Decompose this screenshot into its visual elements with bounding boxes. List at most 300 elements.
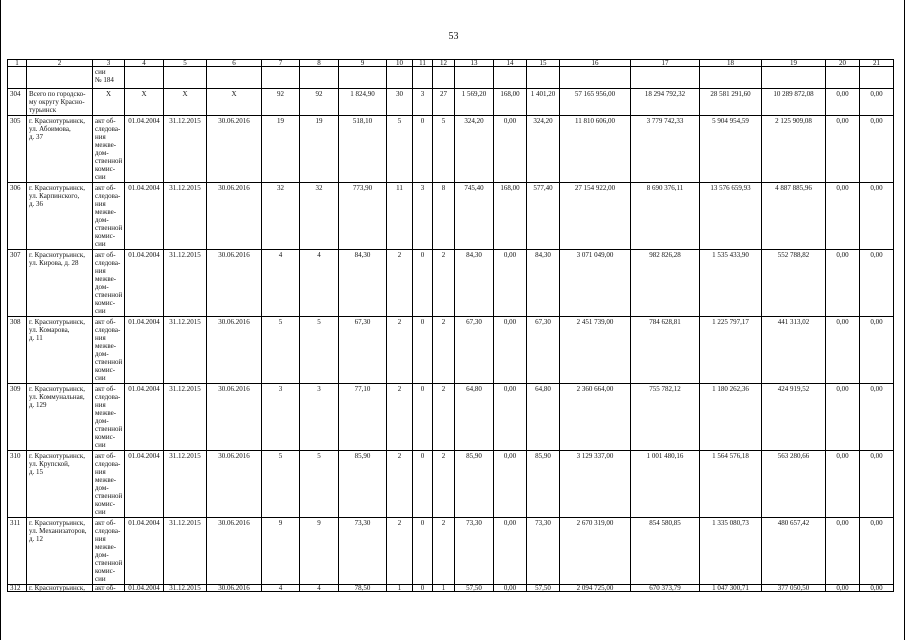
cell: 1 335 080,73 — [700, 518, 762, 585]
column-number: 16 — [560, 60, 631, 67]
cell: 73,30 — [527, 518, 560, 585]
address-line: г. Краснотурьинск, — [29, 117, 86, 125]
cell: 30.06.2016 — [207, 183, 262, 250]
address-line: ул. Карпинского, — [29, 192, 80, 200]
cell: 324,20 — [527, 116, 560, 183]
column-number: 13 — [455, 60, 494, 67]
cell: 377 050,50 — [762, 585, 826, 592]
document-basis-line: сии — [95, 441, 106, 449]
cell: X — [125, 89, 164, 116]
cell: 0,00 — [826, 518, 860, 585]
cell: 2 — [433, 518, 455, 585]
document-basis-line: ственной — [95, 492, 123, 500]
row-number: 310 — [8, 451, 27, 518]
document-basis-line: комис- — [95, 567, 116, 575]
document-basis-line: акт об- — [95, 251, 116, 259]
address-line: д. 37 — [29, 133, 44, 141]
document-basis-line: межве- — [95, 409, 117, 417]
column-number-row — [8, 60, 894, 67]
column-number: 17 — [631, 60, 700, 67]
cell: 3 129 337,00 — [560, 451, 631, 518]
table-row — [8, 451, 894, 518]
cell: 3 — [413, 183, 433, 250]
cell: 3 — [262, 384, 300, 451]
cell: 0,00 — [860, 518, 894, 585]
cell: 0,00 — [860, 384, 894, 451]
document-basis-line: акт об- — [95, 318, 116, 326]
cell: 3 779 742,33 — [631, 116, 700, 183]
cell: 92 — [262, 89, 300, 116]
cell: 57 165 956,00 — [560, 89, 631, 116]
address-cell — [27, 250, 93, 317]
document-basis-line: следова- — [95, 527, 121, 535]
cell: 5 — [300, 451, 339, 518]
column-number: 10 — [387, 60, 413, 67]
document-basis-line: ния — [95, 401, 106, 409]
document-basis-line: ственной — [95, 425, 123, 433]
cell: 0,00 — [494, 116, 527, 183]
column-number: 6 — [207, 60, 262, 67]
column-number: 7 — [262, 60, 300, 67]
document-basis-line: следова- — [95, 192, 121, 200]
cell: 1 401,20 — [527, 89, 560, 116]
cell: 168,00 — [494, 183, 527, 250]
address-line: д. 129 — [29, 401, 47, 409]
document-basis-line: межве- — [95, 141, 117, 149]
cell: 0,00 — [494, 585, 527, 592]
cell: 1 564 576,18 — [700, 451, 762, 518]
cell: 57,50 — [527, 585, 560, 592]
cell: 0,00 — [826, 116, 860, 183]
cell: 30.06.2016 — [207, 250, 262, 317]
document-basis-cell — [93, 183, 125, 250]
document-basis-line: ния — [95, 334, 106, 342]
document-basis-line: сии — [95, 374, 106, 382]
cell: 67,30 — [339, 317, 387, 384]
cell: 01.04.2004 — [125, 317, 164, 384]
document-basis-cell — [93, 250, 125, 317]
address-line: д. 12 — [29, 535, 44, 543]
cell: 1 047 300,71 — [700, 585, 762, 592]
cell: 78,50 — [339, 585, 387, 592]
cell: 1 824,90 — [339, 89, 387, 116]
document-basis-line: акт об- — [95, 385, 116, 393]
document-basis-line: следова- — [95, 125, 121, 133]
row-number: 308 — [8, 317, 27, 384]
cell: 8 690 376,11 — [631, 183, 700, 250]
cell: 85,90 — [527, 451, 560, 518]
column-number: 21 — [860, 60, 894, 67]
row-number: 307 — [8, 250, 27, 317]
cell: 1 569,20 — [455, 89, 494, 116]
document-basis-line: сии — [95, 307, 106, 315]
document-basis-line: дом- — [95, 149, 109, 157]
cell: 2 — [433, 250, 455, 317]
address-line: д. 11 — [29, 334, 43, 342]
cell: 01.04.2004 — [125, 183, 164, 250]
cell: 552 788,82 — [762, 250, 826, 317]
table-row — [8, 183, 894, 250]
cell: 18 294 792,32 — [631, 89, 700, 116]
cell: 57,50 — [455, 585, 494, 592]
cell: 01.04.2004 — [125, 451, 164, 518]
cell: 27 154 922,00 — [560, 183, 631, 250]
cell: 30.06.2016 — [207, 317, 262, 384]
document-basis-cell — [93, 451, 125, 518]
column-number: 3 — [93, 60, 125, 67]
document-basis-line: дом- — [95, 484, 109, 492]
document-basis-line: комис- — [95, 500, 116, 508]
cell: 4 887 885,96 — [762, 183, 826, 250]
cell: 0 — [413, 116, 433, 183]
cell: 0,00 — [826, 89, 860, 116]
cell: 0,00 — [860, 250, 894, 317]
cell: 0,00 — [494, 451, 527, 518]
cell: 30.06.2016 — [207, 451, 262, 518]
cell: 0,00 — [826, 451, 860, 518]
column-number: 9 — [339, 60, 387, 67]
address-line: г. Краснотурьинск, — [29, 251, 86, 259]
cell: 982 826,28 — [631, 250, 700, 317]
document-basis-line: ния — [95, 267, 106, 275]
cell: 2 360 664,00 — [560, 384, 631, 451]
cell: 4 — [262, 250, 300, 317]
document-basis-line: межве- — [95, 275, 117, 283]
address-line: ул. Крупской, — [29, 460, 70, 468]
cell: 784 628,81 — [631, 317, 700, 384]
total-row — [8, 89, 894, 116]
cell: 28 581 291,60 — [700, 89, 762, 116]
cell: 30.06.2016 — [207, 116, 262, 183]
cell: 2 125 909,08 — [762, 116, 826, 183]
cell: 2 — [433, 384, 455, 451]
cell: 84,30 — [339, 250, 387, 317]
column-number: 8 — [300, 60, 339, 67]
address-cell — [27, 451, 93, 518]
cell: 67,30 — [455, 317, 494, 384]
column-number: 18 — [700, 60, 762, 67]
document-basis-line: межве- — [95, 342, 117, 350]
document-basis-line: сии — [95, 240, 106, 248]
cell: 3 071 049,00 — [560, 250, 631, 317]
cell: 01.04.2004 — [125, 250, 164, 317]
total-label: Всего по городско- му округу Красно- турьинск — [27, 89, 93, 116]
cell: 19 — [300, 116, 339, 183]
cell: 5 — [433, 116, 455, 183]
cell: 1 001 480,16 — [631, 451, 700, 518]
cell: 0 — [413, 451, 433, 518]
cell: 2 — [387, 250, 413, 317]
cell: 5 — [300, 317, 339, 384]
column-number: 15 — [527, 60, 560, 67]
document-basis-line: комис- — [95, 366, 116, 374]
address-line: д. 15 — [29, 468, 44, 476]
cell: 8 — [433, 183, 455, 250]
table-row — [8, 585, 894, 592]
cell: 64,80 — [527, 384, 560, 451]
document-basis-line: сии — [95, 173, 106, 181]
cell: 324,20 — [455, 116, 494, 183]
cell: 4 — [300, 585, 339, 592]
column-number: 5 — [164, 60, 207, 67]
address-cell — [27, 116, 93, 183]
cell: 2 — [433, 451, 455, 518]
cell: 19 — [262, 116, 300, 183]
document-basis-line: ния — [95, 535, 106, 543]
table-body — [8, 60, 894, 592]
cell: 11 — [387, 183, 413, 250]
document-basis-line: дом- — [95, 551, 109, 559]
table-row — [8, 384, 894, 451]
cell: 0 — [413, 384, 433, 451]
column-number: 14 — [494, 60, 527, 67]
address-line: ул. Коммунальная, — [29, 393, 85, 401]
address-cell — [27, 384, 93, 451]
cell: 854 580,85 — [631, 518, 700, 585]
cell: 0,00 — [494, 518, 527, 585]
cell: 27 — [433, 89, 455, 116]
cell: 31.12.2015 — [164, 116, 207, 183]
document-basis-line: ственной — [95, 358, 123, 366]
document-basis-line: комис- — [95, 232, 116, 240]
document-basis-line: межве- — [95, 208, 117, 216]
cell: 0 — [413, 317, 433, 384]
cell: 0,00 — [860, 317, 894, 384]
cell: 77,10 — [339, 384, 387, 451]
document-basis-line: следова- — [95, 460, 121, 468]
cell: 424 919,52 — [762, 384, 826, 451]
row-number: 305 — [8, 116, 27, 183]
cell: 32 — [262, 183, 300, 250]
document-basis-line: межве- — [95, 476, 117, 484]
cell: 0 — [413, 585, 433, 592]
cell: 0,00 — [494, 317, 527, 384]
cell: 1 — [387, 585, 413, 592]
cell: 0,00 — [860, 116, 894, 183]
cell: X — [164, 89, 207, 116]
document-basis-line: ственной — [95, 157, 123, 165]
cell: 518,10 — [339, 116, 387, 183]
cell: 31.12.2015 — [164, 317, 207, 384]
cell: 577,40 — [527, 183, 560, 250]
cell: 01.04.2004 — [125, 384, 164, 451]
cell: 5 904 954,59 — [700, 116, 762, 183]
cell: 0,00 — [860, 89, 894, 116]
cell: 01.04.2004 — [125, 116, 164, 183]
document-basis-line: сии — [95, 508, 106, 516]
cell: 0,00 — [860, 585, 894, 592]
document-basis-line: комис- — [95, 433, 116, 441]
cell: 2 — [387, 384, 413, 451]
cell: 4 — [300, 250, 339, 317]
cell: 30.06.2016 — [207, 384, 262, 451]
cell: 11 810 606,00 — [560, 116, 631, 183]
cell: X — [207, 89, 262, 116]
cell: 1 — [433, 585, 455, 592]
resettlement-register-table — [7, 59, 894, 592]
continuation-row — [8, 67, 894, 89]
cell: 3 — [413, 89, 433, 116]
address-cell — [27, 518, 93, 585]
cell: 2 — [387, 317, 413, 384]
cell: 92 — [300, 89, 339, 116]
table-row — [8, 250, 894, 317]
cell: 31.12.2015 — [164, 250, 207, 317]
cell: 84,30 — [455, 250, 494, 317]
cell: 3 — [300, 384, 339, 451]
address-line: ул. Кирова, д. 28 — [29, 259, 79, 267]
cell: 480 657,42 — [762, 518, 826, 585]
document-basis-line: акт об- — [95, 184, 116, 192]
cell: 1 180 262,36 — [700, 384, 762, 451]
cell: 2 — [387, 518, 413, 585]
row-number: 312 — [8, 585, 27, 592]
cell: 0 — [413, 250, 433, 317]
cell: 4 — [262, 585, 300, 592]
address-line: г. Краснотурьинск, — [29, 318, 86, 326]
document-basis-line: комис- — [95, 299, 116, 307]
cell: 67,30 — [527, 317, 560, 384]
document-basis-line: дом- — [95, 283, 109, 291]
address-cell: г. Краснотурьинск, — [27, 585, 93, 592]
cell: 5 — [262, 451, 300, 518]
cell: 1 535 433,90 — [700, 250, 762, 317]
page-number: 53 — [448, 31, 459, 42]
column-number: 20 — [826, 60, 860, 67]
cell: 01.04.2004 — [125, 518, 164, 585]
cell: 9 — [262, 518, 300, 585]
cell: 73,30 — [339, 518, 387, 585]
cell: 0,00 — [494, 384, 527, 451]
address-line: г. Краснотурьинск, — [29, 519, 86, 527]
cell: 5 — [387, 116, 413, 183]
document-basis-line: дом- — [95, 216, 109, 224]
address-line: ул. Комарова, — [29, 326, 70, 334]
address-cell — [27, 183, 93, 250]
cell: 32 — [300, 183, 339, 250]
document-basis-line: акт об- — [95, 117, 116, 125]
column-number: 2 — [27, 60, 93, 67]
cell: 85,90 — [455, 451, 494, 518]
address-line: г. Краснотурьинск, — [29, 184, 86, 192]
cell: 0,00 — [860, 451, 894, 518]
cell: 0,00 — [826, 183, 860, 250]
document-basis-cell: акт об- — [93, 585, 125, 592]
cell: 31.12.2015 — [164, 518, 207, 585]
document-basis-line: ственной — [95, 224, 123, 232]
cell: 30.06.2016 — [207, 518, 262, 585]
document-basis-line: ственной — [95, 559, 123, 567]
table-row — [8, 116, 894, 183]
cell: 30.06.2016 — [207, 585, 262, 592]
cell: 0,00 — [826, 317, 860, 384]
row-number: 304 — [8, 89, 27, 116]
cell: 2 — [387, 451, 413, 518]
cell: 31.12.2015 — [164, 384, 207, 451]
cell: 563 280,66 — [762, 451, 826, 518]
cell: 2 — [433, 317, 455, 384]
column-number: 4 — [125, 60, 164, 67]
cell: 2 451 739,00 — [560, 317, 631, 384]
cell: 5 — [262, 317, 300, 384]
cell: 773,90 — [339, 183, 387, 250]
cell: 84,30 — [527, 250, 560, 317]
document-basis-line: дом- — [95, 417, 109, 425]
document-basis-line: ственной — [95, 291, 123, 299]
cell: 10 289 872,08 — [762, 89, 826, 116]
cell: 31.12.2015 — [164, 451, 207, 518]
document-basis-line: межве- — [95, 543, 117, 551]
cell: 745,40 — [455, 183, 494, 250]
cell: 441 313,02 — [762, 317, 826, 384]
table-row — [8, 518, 894, 585]
cell: 1 225 797,17 — [700, 317, 762, 384]
table-row — [8, 317, 894, 384]
continuation-cell: сии № 184 — [93, 67, 125, 89]
cell: 0,00 — [494, 250, 527, 317]
row-number: 309 — [8, 384, 27, 451]
cell: 755 782,12 — [631, 384, 700, 451]
address-line: г. Краснотурьинск, — [29, 385, 86, 393]
row-number: 311 — [8, 518, 27, 585]
document-basis-cell — [93, 518, 125, 585]
document-basis-line: комис- — [95, 165, 116, 173]
cell: 168,00 — [494, 89, 527, 116]
cell: 0,00 — [826, 585, 860, 592]
document-basis-cell — [93, 384, 125, 451]
column-number: 1 — [8, 60, 27, 67]
cell: 670 373,79 — [631, 585, 700, 592]
cell: 0,00 — [826, 250, 860, 317]
document-basis-line: следова- — [95, 259, 121, 267]
cell: 2 094 725,00 — [560, 585, 631, 592]
document-basis-line: дом- — [95, 350, 109, 358]
row-number: 306 — [8, 183, 27, 250]
cell: 64,80 — [455, 384, 494, 451]
address-line: д. 36 — [29, 200, 44, 208]
address-cell — [27, 317, 93, 384]
document-basis-line: следова- — [95, 326, 121, 334]
document-basis-line: сии — [95, 575, 106, 583]
cell: 73,30 — [455, 518, 494, 585]
document-basis-line: ния — [95, 200, 106, 208]
column-number: 19 — [762, 60, 826, 67]
cell: 9 — [300, 518, 339, 585]
document-basis-line: ния — [95, 468, 106, 476]
cell: 2 670 319,00 — [560, 518, 631, 585]
document-basis-line: следова- — [95, 393, 121, 401]
cell: 31.12.2015 — [164, 585, 207, 592]
cell: 31.12.2015 — [164, 183, 207, 250]
cell: 01.04.2004 — [125, 585, 164, 592]
address-line: г. Краснотурьинск, — [29, 452, 86, 460]
cell: 13 576 659,93 — [700, 183, 762, 250]
cell: 0 — [413, 518, 433, 585]
column-number: 12 — [433, 60, 455, 67]
document-basis-cell — [93, 317, 125, 384]
address-line: ул. Механизаторов, — [29, 527, 87, 535]
cell: 0,00 — [826, 384, 860, 451]
document-basis-line: акт об- — [95, 452, 116, 460]
cell: X — [93, 89, 125, 116]
cell: 30 — [387, 89, 413, 116]
document-basis-line: ния — [95, 133, 106, 141]
document-basis-line: акт об- — [95, 519, 116, 527]
cell: 0,00 — [860, 183, 894, 250]
document-basis-cell — [93, 116, 125, 183]
column-number: 11 — [413, 60, 433, 67]
address-line: ул. Абоимова, — [29, 125, 71, 133]
